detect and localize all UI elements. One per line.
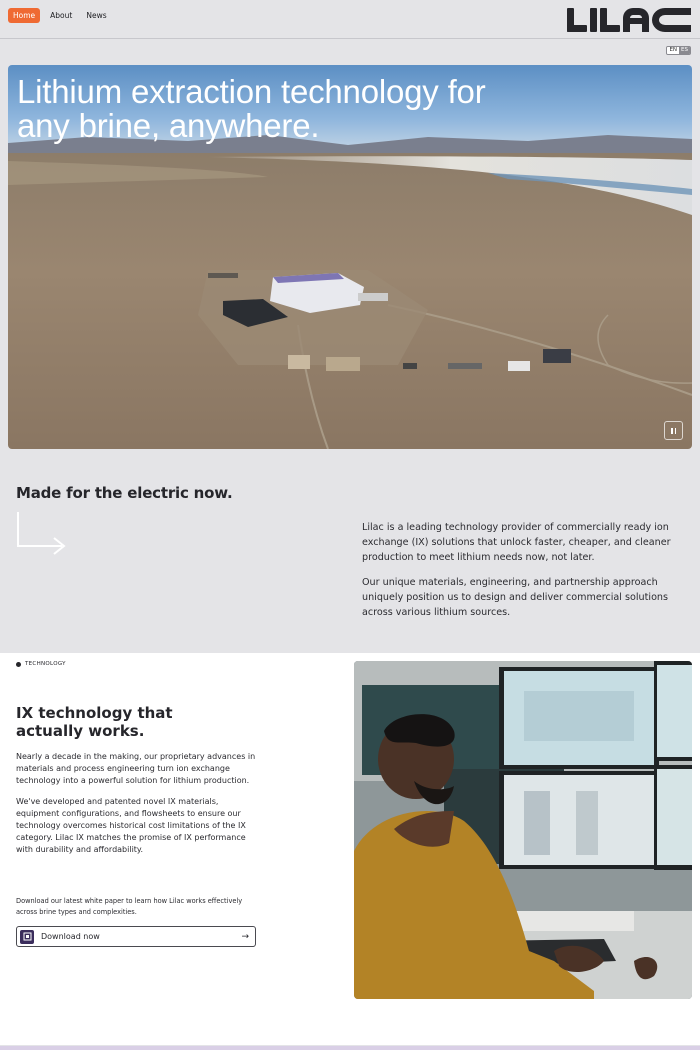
- section-title: IX technology that actually works.: [16, 704, 173, 740]
- language-switcher[interactable]: [666, 46, 691, 55]
- download-label: Download now: [41, 932, 100, 941]
- hero-banner: [8, 65, 692, 449]
- main-nav: [8, 8, 111, 23]
- pause-icon: [671, 428, 673, 434]
- corner-arrow-icon: [16, 510, 68, 560]
- operator-photo: [354, 661, 692, 999]
- nav-about[interactable]: About: [50, 11, 73, 20]
- bullet-icon: [16, 662, 21, 667]
- technology-section: [0, 653, 700, 1045]
- section-kicker: [16, 661, 66, 667]
- intro-copy: [362, 520, 682, 630]
- lang-es[interactable]: ES: [681, 47, 688, 53]
- section-paragraph: We've developed and patented novel IX materials, equipment configurations, and flowsheets to ensure our technology overcomes historical cost limitations of the IX category. Lilac IX matches the promise of IX performance with durability and affordability.: [16, 797, 246, 854]
- intro-title: Made for the electric now.: [16, 484, 233, 502]
- download-button[interactable]: [16, 926, 256, 947]
- lilac-logo[interactable]: [567, 7, 691, 33]
- intro-paragraph: Lilac is a leading technology provider of commercially ready ion exchange (IX) solutions that unlock faster, cheaper, and cleaner production to meet lithium needs now, not later.: [362, 522, 671, 563]
- pause-video-button[interactable]: [664, 421, 683, 440]
- nav-home[interactable]: Home: [8, 8, 40, 23]
- arrow-right-icon: →: [241, 931, 249, 942]
- document-icon: [20, 930, 34, 944]
- lang-en[interactable]: EN: [669, 47, 678, 53]
- section-paragraph: Nearly a decade in the making, our proprietary advances in materials and process engineering turn ion exchange technology into a powerful solution for lithium production.: [16, 752, 256, 785]
- hero-headline: Lithium extraction technology for any brine, anywhere.: [17, 73, 486, 144]
- site-header: [0, 0, 700, 39]
- section-copy: [16, 751, 256, 865]
- nav-news[interactable]: News: [86, 11, 107, 20]
- control-room-image: [354, 661, 692, 999]
- footer-divider: [0, 1046, 700, 1050]
- kicker-label: TECHNOLOGY: [25, 661, 66, 667]
- intro-paragraph: Our unique materials, engineering, and partnership approach uniquely position us to design and deliver commercial solutions across various lithium sources.: [362, 577, 669, 618]
- whitepaper-note: Download our latest white paper to learn how Lilac works effectively across brine types and complexities.: [16, 897, 243, 916]
